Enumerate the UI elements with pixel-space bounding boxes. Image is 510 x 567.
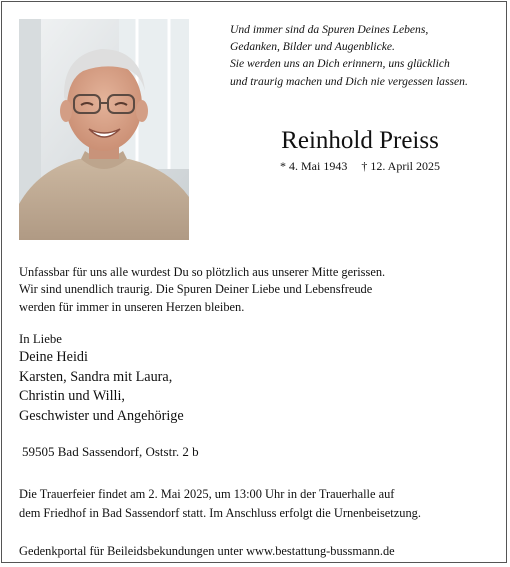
death-date: † 12. April 2025 <box>361 159 440 173</box>
mourner-entry: Karsten, Sandra mit Laura, <box>19 368 173 385</box>
mourner-entry: Christin und Willi, <box>19 388 125 405</box>
portrait-image <box>19 19 189 240</box>
intro-text <box>19 264 499 316</box>
portrait-photo <box>19 19 189 240</box>
mourner-entry: Deine Heidi <box>19 349 88 365</box>
funeral-info <box>19 485 503 522</box>
intro-line: werden für immer in unseren Herzen bleiben. <box>19 299 245 314</box>
mourners-list <box>19 331 319 426</box>
deceased-name: Reinhold Preiss <box>281 127 439 154</box>
birth-date: * 4. Mai 1943 <box>279 159 348 173</box>
mourners-lead: In Liebe <box>19 332 62 346</box>
obituary-notice <box>1 1 507 563</box>
memorial-portal-note: Gedenkportal für Beileidsbekundungen unter www.bestattung-bussmann.de <box>19 544 395 558</box>
intro-line: Unfassbar für uns alle wurdest Du so plötzlich aus unserer Mitte gerissen. <box>19 265 386 279</box>
mourner-entry: Geschwister und Angehörige <box>19 407 184 424</box>
funeral-line: dem Friedhof in Bad Sassendorf statt. Im Anschluss erfolgt die Urnenbeisetzung. <box>19 505 421 520</box>
poem-verse <box>230 21 502 90</box>
poem-line: Gedanken, Bilder und Augenblicke. <box>230 40 395 54</box>
intro-line: Wir sind unendlich traurig. Die Spuren Deiner Liebe und Lebensfreude <box>19 282 373 297</box>
family-address: 59505 Bad Sassendorf, Oststr. 2 b <box>22 444 199 459</box>
funeral-line: Die Trauerfeier findet am 2. Mai 2025, um 13:00 Uhr in der Trauerhalle auf <box>19 487 395 501</box>
poem-line: Und immer sind da Spuren Deines Lebens, <box>230 23 429 36</box>
life-dates <box>230 158 490 174</box>
poem-line: Sie werden uns an Dich erinnern, uns glücklich <box>230 57 450 71</box>
poem-line: und traurig machen und Dich nie vergessen lassen. <box>230 74 468 88</box>
